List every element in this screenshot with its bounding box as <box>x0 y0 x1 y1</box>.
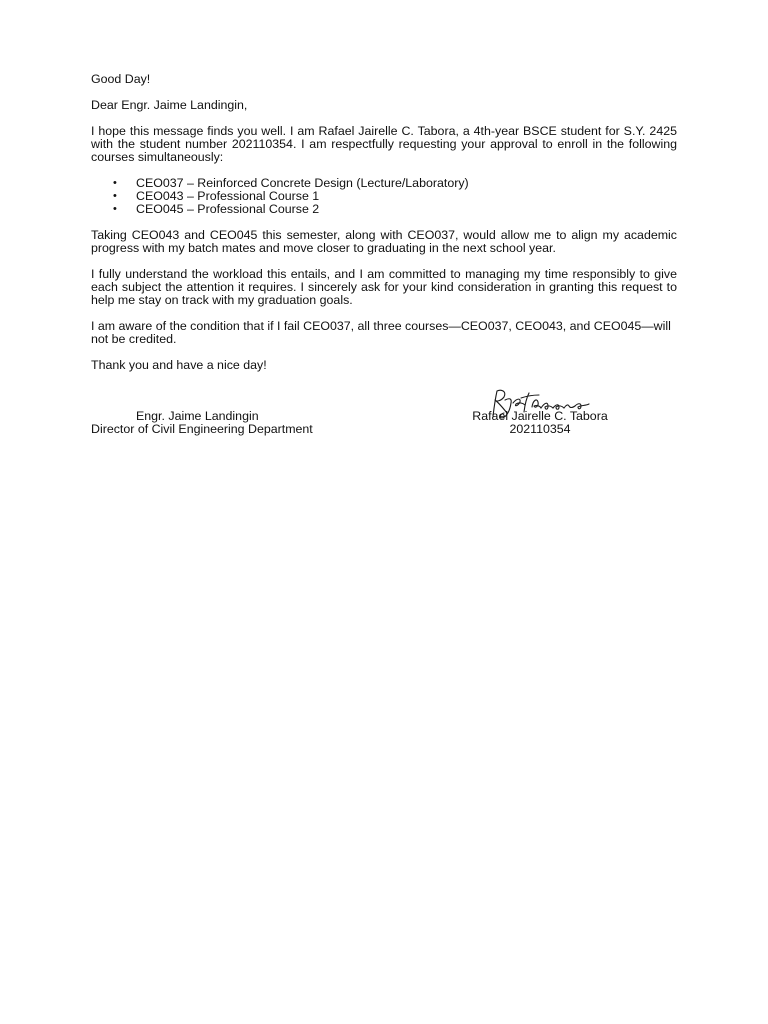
paragraph-commitment: I fully understand the workload this entails, and I am committed to managing my time responsibly to give each subject the attention it requires. I sincerely ask for your kind consideration in granting this request to help me stay on track with my graduation goals. <box>91 267 677 307</box>
list-item: • CEO043 – Professional Course 1 <box>91 190 677 203</box>
salutation: Dear Engr. Jaime Landingin, <box>91 98 248 112</box>
sender-student-number: 202110354 <box>509 422 571 436</box>
list-item: • CEO045 – Professional Course 2 <box>91 203 677 216</box>
recipient-signature-block <box>91 410 351 436</box>
course-list <box>91 177 677 216</box>
recipient-title: Director of Civil Engineering Department <box>91 422 313 436</box>
recipient-name: Engr. Jaime Landingin <box>136 409 259 423</box>
paragraph-reason: Taking CEO043 and CEO045 this semester, along with CEO037, would allow me to align my academic progress with my batch mates and move closer to graduating in the next school year. <box>91 228 677 255</box>
closing-line: Thank you and have a nice day! <box>91 358 267 372</box>
paragraph-condition: I am aware of the condition that if I fail CEO037, all three courses—CEO037, CEO043, and CEO045—will not be credited. <box>91 319 671 346</box>
sender-name: Rafael Jairelle C. Tabora <box>472 409 608 423</box>
list-item: • CEO037 – Reinforced Concrete Design (Lecture/Laboratory) <box>91 177 677 190</box>
greeting: Good Day! <box>91 72 151 86</box>
letter-body <box>91 73 677 385</box>
paragraph-intro: I hope this message finds you well. I am Rafael Jairelle C. Tabora, a 4th-year BSCE student for S.Y. 2425 with the student number 202110354. I am respectfully requesting your approval to enroll in the following courses simultaneously: <box>91 124 677 164</box>
sender-signature-block <box>440 410 640 436</box>
